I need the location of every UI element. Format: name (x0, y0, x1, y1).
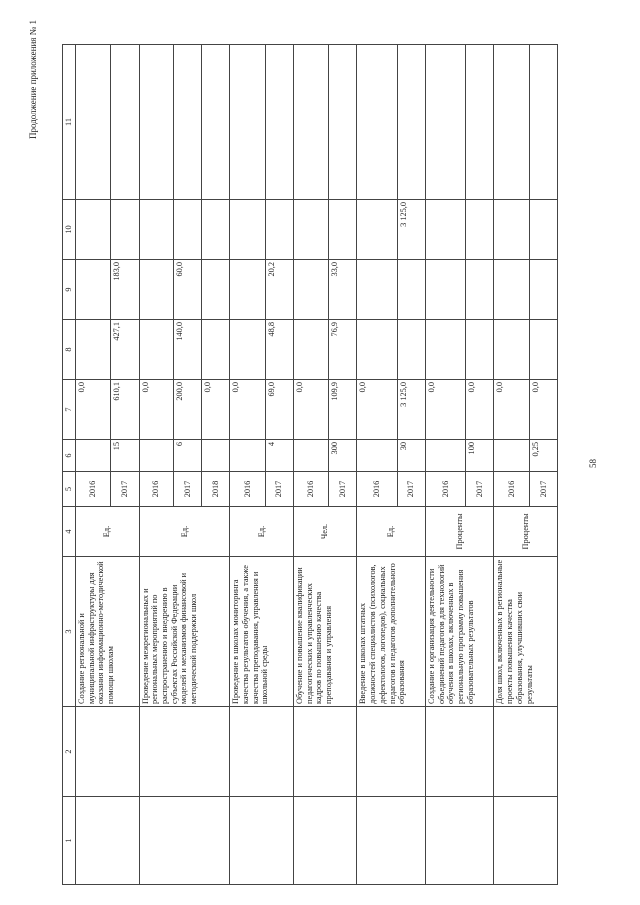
value-cell-c8: 76,9 (329, 320, 357, 380)
value-cell-c11 (494, 45, 529, 200)
cell-col1 (230, 797, 294, 885)
cell-col1 (76, 797, 140, 885)
value-cell-c7: 200,0 (173, 380, 201, 440)
value-cell-c10 (466, 200, 494, 260)
value-cell-c10 (111, 200, 139, 260)
value-cell-c8 (466, 320, 494, 380)
cell-col1 (139, 797, 230, 885)
column-header: 11 (63, 45, 76, 200)
page-number: 58 (588, 459, 598, 468)
value-cell-c11 (202, 45, 230, 200)
value-cell-c6: 30 (397, 440, 425, 472)
value-cell-c10 (357, 200, 397, 260)
year-cell: 2017 (111, 472, 139, 507)
value-cell-c11 (265, 45, 293, 200)
value-cell-c10 (265, 200, 293, 260)
value-cell-c7: 0,0 (293, 380, 328, 440)
value-cell-c10 (494, 200, 529, 260)
value-cell-c11 (329, 45, 357, 200)
cell-col1 (293, 797, 357, 885)
value-cell-c9 (529, 260, 557, 320)
header-row (63, 45, 76, 885)
value-cell-c8 (425, 320, 465, 380)
year-cell: 2018 (202, 472, 230, 507)
cell-col2 (293, 707, 357, 797)
value-cell-c6 (425, 440, 465, 472)
value-cell-c9: 183,0 (111, 260, 139, 320)
year-cell: 2017 (466, 472, 494, 507)
value-cell-c9: 60,0 (173, 260, 201, 320)
year-cell: 2017 (329, 472, 357, 507)
column-header: 1 (63, 797, 76, 885)
value-cell-c7: 0,0 (139, 380, 173, 440)
value-cell-c10 (173, 200, 201, 260)
value-cell-c11 (466, 45, 494, 200)
value-cell-c7: 109,9 (329, 380, 357, 440)
value-cell-c6: 300 (329, 440, 357, 472)
unit-cell: Проценты (494, 507, 558, 557)
value-cell-c7: 0,0 (202, 380, 230, 440)
value-cell-c9 (494, 260, 529, 320)
value-cell-c7: 0,0 (230, 380, 265, 440)
unit-cell: Проценты (425, 507, 494, 557)
value-cell-c7: 3 125,0 (397, 380, 425, 440)
year-cell: 2016 (425, 472, 465, 507)
value-cell-c8 (397, 320, 425, 380)
value-cell-c10 (202, 200, 230, 260)
value-cell-c9 (425, 260, 465, 320)
continuation-caption: Продолжение приложения № 1 (28, 20, 38, 140)
value-cell-c9 (357, 260, 397, 320)
value-cell-c11 (76, 45, 111, 200)
value-cell-c10 (139, 200, 173, 260)
year-cell: 2016 (230, 472, 265, 507)
value-cell-c11 (293, 45, 328, 200)
activity-name: Проведение межрегиональных и региональных мероприятий по распространению и внедрению в субъектах Российской Федерации моделей и механизмов финансовой и методической поддержки школ (139, 557, 230, 707)
table-row (76, 45, 111, 885)
column-header: 8 (63, 320, 76, 380)
value-cell-c6 (139, 440, 173, 472)
value-cell-c7: 0,0 (425, 380, 465, 440)
unit-cell: Ед. (357, 507, 426, 557)
unit-cell: Ед. (139, 507, 230, 557)
value-cell-c7: 0,0 (529, 380, 557, 440)
column-header: 7 (63, 380, 76, 440)
year-cell: 2017 (529, 472, 557, 507)
cell-col2 (357, 707, 426, 797)
value-cell-c9 (230, 260, 265, 320)
value-cell-c6 (494, 440, 529, 472)
year-cell: 2017 (173, 472, 201, 507)
value-cell-c11 (111, 45, 139, 200)
unit-cell: Ед. (230, 507, 294, 557)
value-cell-c9 (76, 260, 111, 320)
column-header: 3 (63, 557, 76, 707)
unit-cell: Чел. (293, 507, 357, 557)
year-cell: 2016 (357, 472, 397, 507)
value-cell-c8 (230, 320, 265, 380)
column-header: 4 (63, 507, 76, 557)
value-cell-c9 (202, 260, 230, 320)
cell-col2 (139, 707, 230, 797)
value-cell-c7: 69,0 (265, 380, 293, 440)
column-header: 6 (63, 440, 76, 472)
value-cell-c6: 15 (111, 440, 139, 472)
table-row (494, 45, 529, 885)
value-cell-c9: 20,2 (265, 260, 293, 320)
cell-col1 (425, 797, 494, 885)
unit-cell: Ед. (76, 507, 140, 557)
year-cell: 2016 (76, 472, 111, 507)
value-cell-c7: 0,0 (357, 380, 397, 440)
value-cell-c10 (293, 200, 328, 260)
year-cell: 2016 (293, 472, 328, 507)
cell-col1 (494, 797, 558, 885)
value-cell-c11 (529, 45, 557, 200)
value-cell-c9 (466, 260, 494, 320)
activity-name: Обучение и повышение квалификации педагогических и управленческих кадров по повышению качества преподавания и управления (293, 557, 357, 707)
activity-name: Создание региональной и муниципальной инфраструктуры для оказания информационно-методической помощи школам (76, 557, 140, 707)
year-cell: 2016 (139, 472, 173, 507)
value-cell-c9: 33,0 (329, 260, 357, 320)
column-header: 2 (63, 707, 76, 797)
table-row (139, 45, 173, 885)
value-cell-c11 (357, 45, 397, 200)
value-cell-c6: 0,25 (529, 440, 557, 472)
activity-name: Введение в школах штатных должностей специалистов (психологов, дефектологов, логопедов), социальных педагогов и педагогов дополнительного образования (357, 557, 426, 707)
value-cell-c11 (173, 45, 201, 200)
column-header: 10 (63, 200, 76, 260)
value-cell-c8 (529, 320, 557, 380)
value-cell-c7: 0,0 (494, 380, 529, 440)
value-cell-c8 (202, 320, 230, 380)
value-cell-c6 (357, 440, 397, 472)
cell-col1 (357, 797, 426, 885)
year-cell: 2017 (265, 472, 293, 507)
value-cell-c10 (230, 200, 265, 260)
table-row (357, 45, 397, 885)
value-cell-c9 (397, 260, 425, 320)
value-cell-c10: 3 125,0 (397, 200, 425, 260)
value-cell-c11 (425, 45, 465, 200)
value-cell-c11 (230, 45, 265, 200)
value-cell-c9 (293, 260, 328, 320)
cell-col2 (425, 707, 494, 797)
value-cell-c10 (529, 200, 557, 260)
data-table (62, 44, 558, 885)
value-cell-c6 (202, 440, 230, 472)
activity-name: Создание и организация деятельности объединений педагогов для технологий обучения в школах, включенных в региональную программу повышения образовательных результатов (425, 557, 494, 707)
value-cell-c11 (139, 45, 173, 200)
value-cell-c6: 4 (265, 440, 293, 472)
value-cell-c7: 610,1 (111, 380, 139, 440)
activity-name: Доля школ, включенных в региональные проекты повышения качества образования, улучшивших свои результаты (494, 557, 558, 707)
table-body (76, 45, 558, 885)
column-header: 9 (63, 260, 76, 320)
value-cell-c8 (139, 320, 173, 380)
value-cell-c10 (76, 200, 111, 260)
value-cell-c8 (293, 320, 328, 380)
value-cell-c10 (425, 200, 465, 260)
year-cell: 2016 (494, 472, 529, 507)
cell-col2 (230, 707, 294, 797)
value-cell-c9 (139, 260, 173, 320)
table-row (425, 45, 465, 885)
value-cell-c8 (76, 320, 111, 380)
value-cell-c6: 100 (466, 440, 494, 472)
value-cell-c6 (230, 440, 265, 472)
table-row (293, 45, 328, 885)
value-cell-c6: 6 (173, 440, 201, 472)
year-cell: 2017 (397, 472, 425, 507)
cell-col2 (76, 707, 140, 797)
value-cell-c6 (76, 440, 111, 472)
value-cell-c8: 427,1 (111, 320, 139, 380)
column-header: 5 (63, 472, 76, 507)
value-cell-c8 (357, 320, 397, 380)
value-cell-c7: 0,0 (76, 380, 111, 440)
table-row (230, 45, 265, 885)
value-cell-c8: 140,0 (173, 320, 201, 380)
value-cell-c8: 48,8 (265, 320, 293, 380)
value-cell-c7: 0,0 (466, 380, 494, 440)
value-cell-c8 (494, 320, 529, 380)
value-cell-c6 (293, 440, 328, 472)
cell-col2 (494, 707, 558, 797)
activity-name: Проведение в школах мониторинга качества результатов обучения, а также качества преподавания, управления и школьной среды (230, 557, 294, 707)
value-cell-c10 (329, 200, 357, 260)
value-cell-c11 (397, 45, 425, 200)
